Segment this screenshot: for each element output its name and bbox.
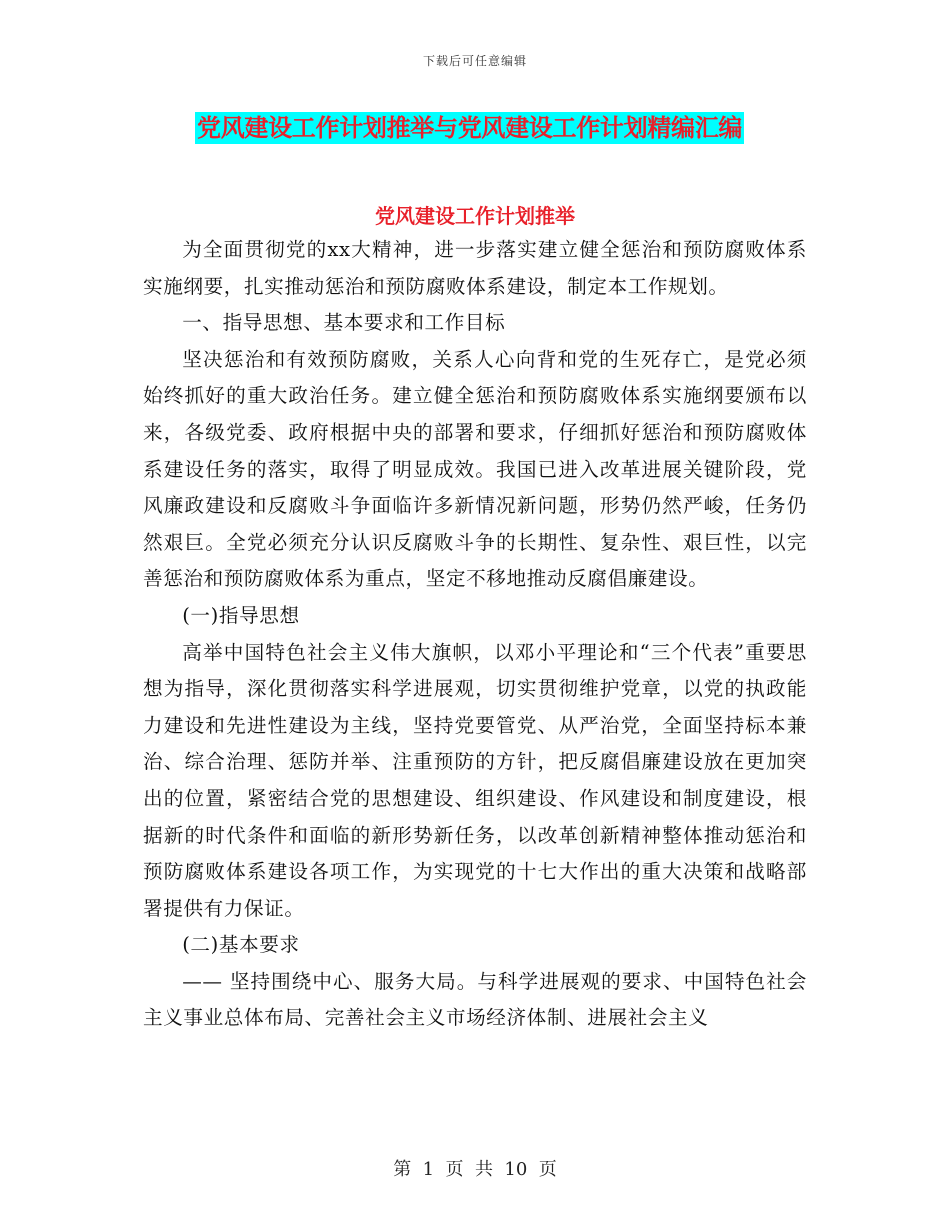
page-footer-pagination: 第 1 页 共 10 页: [393, 1159, 557, 1180]
page-header-note: 下载后可任意编辑: [422, 54, 527, 68]
heading-basic-requirements: (二)基本要求: [182, 933, 300, 957]
heading-guiding-thought: (一)指导思想: [182, 603, 300, 627]
document-title: 党风建设工作计划推举与党风建设工作计划精编汇编: [197, 113, 743, 142]
paragraph-basic-requirements: —— 坚持围绕中心、服务大局。与科学进展观的要求、中国特色社会主义事业总体布局、完善社会主义市场经济体制、进展社会主义: [143, 969, 807, 1030]
heading-guiding-ideology-goals: 一、指导思想、基本要求和工作目标: [182, 311, 506, 335]
paragraph-anti-corruption: 坚决惩治和有效预防腐败，关系人心向背和党的生死存亡，是党必须始终抓好的重大政治任务。建立健全惩治和预防腐败体系实施纲要颁布以来，各级党委、政府根据中央的部署和要求，仔细抓好惩治和预防腐败体系建设任务的落实，取得了明显成效。我国已进入改革进展关键阶段，党风廉政建设和反腐败斗争面临许多新情况新问题，形势仍然严峻，任务仍然艰巨。全党必须充分认识反腐败斗争的长期性、复杂性、艰巨性，以完善惩治和预防腐败体系为重点，坚定不移地推动反腐倡廉建设。: [143, 347, 807, 591]
paragraph-intro: 为全面贯彻党的xx大精神，进一步落实建立健全惩治和预防腐败体系实施纲要，扎实推动惩治和预防腐败体系建设，制定本工作规划。: [143, 238, 807, 298]
section-title: 党风建设工作计划推举: [375, 204, 575, 228]
paragraph-guiding-thought: 高举中国特色社会主义伟大旗帜，以邓小平理论和“三个代表”重要思想为指导，深化贯彻落实科学进展观，切实贯彻维护党章，以党的执政能力建设和先进性建设为主线，坚持党要管党、从严治党，全面坚持标本兼治、综合治理、惩防并举、注重预防的方针，把反腐倡廉建设放在更加突出的位置，紧密结合党的思想建设、组织建设、作风建设和制度建设，根据新的时代条件和面临的新形势新任务，以改革创新精神整体推动惩治和预防腐败体系建设各项工作，为实现党的十七大作出的重大决策和战略部署提供有力保证。: [143, 640, 807, 920]
document-body: [143, 232, 807, 1037]
